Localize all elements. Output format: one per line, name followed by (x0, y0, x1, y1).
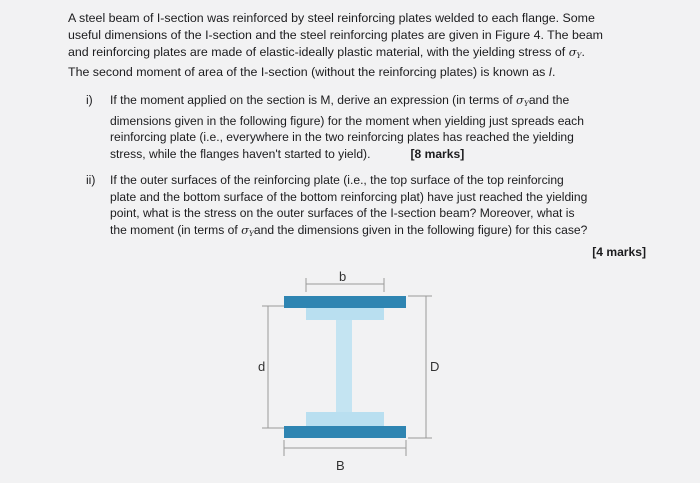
sigma-symbol: σ (241, 222, 249, 237)
second-moment-symbol: I (548, 67, 552, 79)
sigma-subscript: Y (523, 99, 529, 108)
q2-line-4-end: and the dimensions given in the following figure) for this case? (253, 222, 588, 237)
problem-statement (68, 10, 668, 82)
q2-line-2: plate and the bottom surface of the bottom reinforcing plat) have just reached the yielding (110, 189, 588, 204)
q1-line-1-text: If the moment applied on the section is M, derive an expression (in terms of (110, 93, 517, 107)
question-i (86, 92, 646, 162)
sigma-subscript: Y (248, 228, 254, 238)
intro-line-3-end: . (581, 45, 585, 59)
q2-line-1: If the outer surfaces of the reinforcing plate (i.e., the top surface of the top reinforcing (110, 173, 564, 187)
intro-line-2: useful dimensions of the I-section and the steel reinforcing plates are given in Figure 4. The beam (68, 28, 603, 42)
q1-line-1-end: and the (528, 93, 570, 107)
sigma-subscript: Y (576, 51, 582, 60)
intro-line-4-text: The second moment of area of the I-section (without the reinforcing plates) is known as (68, 65, 549, 79)
question-ii-number: ii) (86, 173, 96, 187)
i-section-figure (250, 262, 450, 480)
q1-line-4-text: stress, while the flanges haven't started to yield). (110, 146, 371, 161)
sigma-symbol: σ (568, 45, 577, 59)
intro-line-4 (68, 64, 668, 82)
q1-line-2: dimensions given in the following figure) for the moment when yielding just spreads each (110, 113, 584, 128)
intro-line-4-end: . (551, 65, 556, 79)
question-ii-marks: [4 marks] (592, 245, 646, 259)
top-reinforcing-plate (284, 296, 406, 308)
question-i-marks: [8 marks] (410, 146, 465, 161)
question-ii (86, 172, 646, 242)
label-d: d (258, 359, 266, 374)
intro-line-1: A steel beam of I-section was reinforced by steel reinforcing plates welded to each flange. Some (68, 11, 595, 25)
label-D: D (430, 359, 440, 374)
intro-line-3-text: and reinforcing plates are made of elastic-ideally plastic material, with the yielding stress of (68, 45, 569, 59)
q1-line-4 (110, 146, 646, 163)
top-flange (306, 308, 384, 320)
intro-line-3 (68, 44, 668, 64)
q2-line-4-text: the moment (in terms of (110, 222, 242, 237)
question-i-number: i) (86, 93, 93, 107)
q1-line-3: reinforcing plate (i.e., everywhere in the two reinforcing plates has reached the yielding (110, 130, 574, 144)
q2-line-4 (110, 222, 646, 243)
bottom-flange (306, 412, 384, 426)
q1-line-1 (110, 92, 646, 113)
web (336, 320, 352, 412)
sigma-symbol: σ (516, 93, 524, 107)
label-B: B (336, 458, 345, 473)
bottom-reinforcing-plate (284, 426, 406, 438)
label-b: b (339, 269, 347, 284)
q2-line-3: point, what is the stress on the outer surfaces of the I-section beam? Moreover, what is (110, 206, 575, 220)
